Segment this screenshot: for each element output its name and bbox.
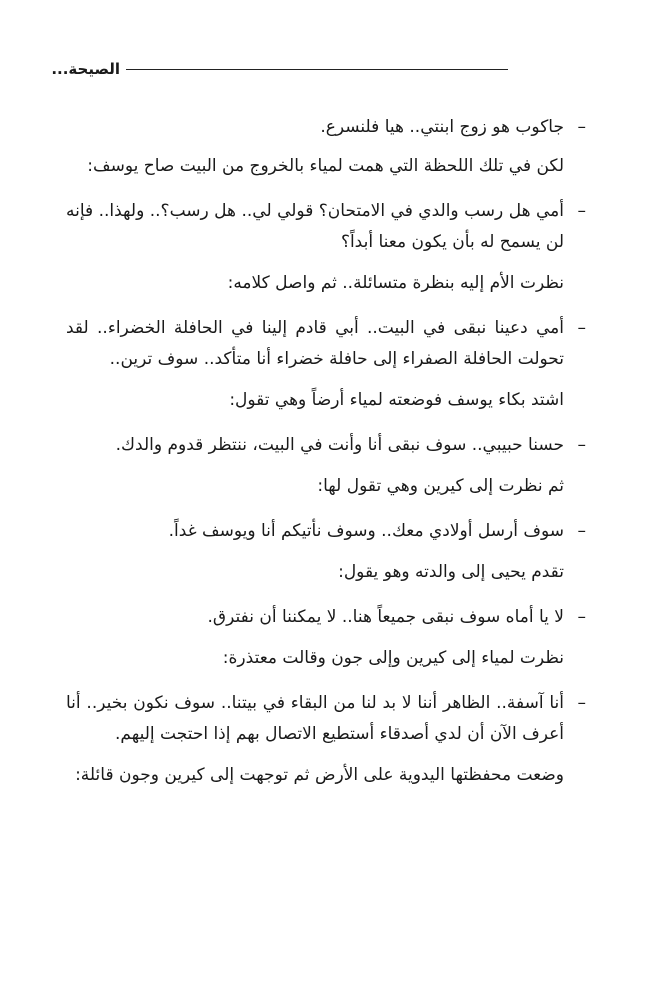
narration-text: نظرت لمياء إلى كيرين وإلى جون وقالت معتذرة: bbox=[222, 648, 564, 668]
narration-paragraph bbox=[66, 471, 564, 502]
narration-paragraph bbox=[66, 557, 564, 588]
narration-text: لكن في تلك اللحظة التي همت لمياء بالخروج من البيت صاح يوسف: bbox=[87, 156, 564, 176]
dialogue-dash: – bbox=[577, 521, 586, 541]
dialogue-text: حسنا حبيبي.. سوف نبقى أنا وأنت في البيت، ننتظر قدوم والدك. bbox=[115, 435, 564, 455]
dialogue-text: سوف أرسل أولادي معك.. وسوف نأتيكم أنا ويوسف غداً. bbox=[168, 521, 564, 541]
narration-text: ثم نظرت إلى كيرين وهي تقول لها: bbox=[317, 476, 564, 496]
dialogue-dash: – bbox=[577, 201, 586, 221]
dialogue-line bbox=[66, 196, 586, 258]
dialogue-line bbox=[66, 602, 586, 633]
narration-paragraph bbox=[66, 760, 564, 791]
dialogue-line bbox=[66, 313, 586, 375]
header-rule bbox=[126, 69, 508, 70]
dialogue-text: أنا آسفة.. الظاهر أننا لا بد لنا من البقاء في بيتنا.. سوف نكون بخير.. أنا أعرف الآن أن لدي أصدقاء أستطيع الاتصال بهم إذا احتجت إليهم. bbox=[66, 693, 564, 744]
narration-paragraph bbox=[66, 643, 564, 674]
running-header bbox=[0, 58, 646, 82]
narration-paragraph bbox=[66, 151, 564, 182]
dialogue-dash: – bbox=[577, 693, 586, 713]
dialogue-dash: – bbox=[577, 435, 586, 455]
dialogue-text: أمي هل رسب والدي في الامتحان؟ قولي لي.. هل رسب؟.. ولهذا.. فإنه لن يسمح له بأن يكون معنا أبداً؟ bbox=[66, 201, 564, 252]
dialogue-dash: – bbox=[577, 117, 586, 137]
dialogue-text: أمي دعينا نبقى في البيت.. أبي قادم إلينا في الحافلة الخضراء.. لقد تحولت الحافلة الصفراء إلى حافلة خضراء أنا متأكد.. سوف ترين.. bbox=[66, 318, 564, 369]
narration-text: نظرت الأم إليه بنظرة متسائلة.. ثم واصل كلامه: bbox=[227, 273, 564, 293]
narration-text: تقدم يحيى إلى والدته وهو يقول: bbox=[338, 562, 564, 582]
dialogue-line bbox=[66, 430, 586, 461]
running-header-title: الصيحة... bbox=[51, 60, 120, 78]
body-text bbox=[66, 112, 586, 797]
dialogue-line bbox=[66, 112, 586, 143]
narration-paragraph bbox=[66, 268, 564, 299]
dialogue-text: جاكوب هو زوج ابنتي.. هيا فلنسرع. bbox=[320, 117, 564, 137]
dialogue-dash: – bbox=[577, 607, 586, 627]
narration-text: وضعت محفظتها اليدوية على الأرض ثم توجهت إلى كيرين وجون قائلة: bbox=[75, 765, 564, 785]
dialogue-line bbox=[66, 688, 586, 750]
narration-text: اشتد بكاء يوسف فوضعته لمياء أرضاً وهي تقول: bbox=[229, 390, 564, 410]
dialogue-line bbox=[66, 516, 586, 547]
narration-paragraph bbox=[66, 385, 564, 416]
dialogue-dash: – bbox=[577, 318, 586, 338]
dialogue-text: لا يا أماه سوف نبقى جميعاً هنا.. لا يمكننا أن نفترق. bbox=[207, 607, 564, 627]
